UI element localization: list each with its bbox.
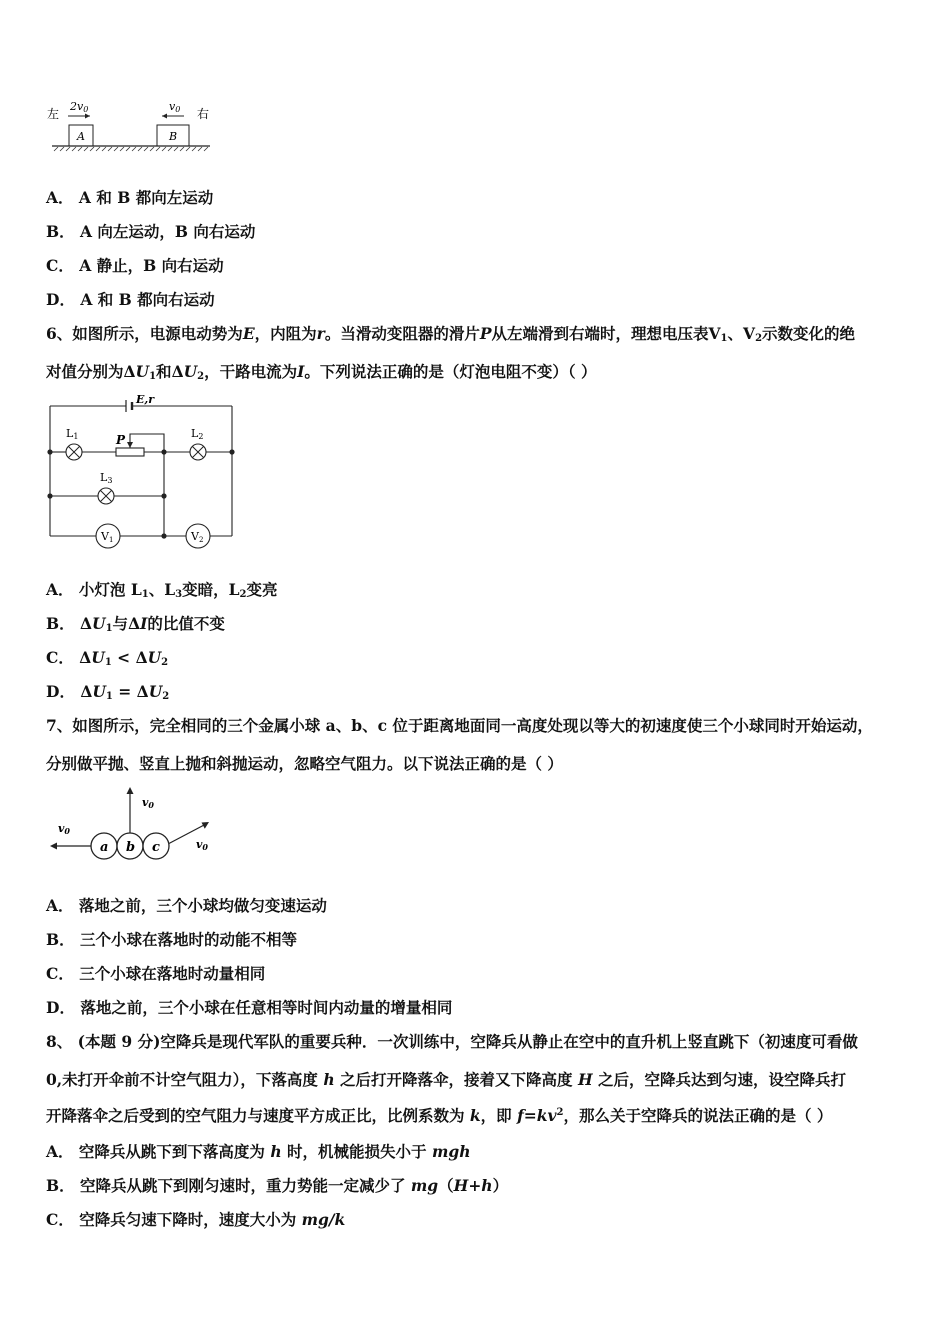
- collision-figure: [44, 98, 214, 158]
- arrow-b-head: [162, 114, 167, 119]
- q6-option-a: A． 小灯泡 $L_1$、$L_3$变暗，$L_2$变亮: [46, 580, 278, 600]
- left-label: 左: [47, 107, 60, 121]
- svg-text:V2: V2: [191, 530, 204, 544]
- q7-stem-line1: 7、如图所示，完全相同的三个金属小球 a、b、c 位于距离地面同一高度处现以等大的初速度使三个小球同时开始运动，: [46, 716, 873, 735]
- ground-hatch: [54, 147, 208, 151]
- q7-stem-line2: 分别做平抛、竖直上抛和斜抛运动，忽略空气阻力。以下说法正确的是（ ）: [46, 754, 563, 773]
- v0-label-b: v0: [142, 796, 154, 810]
- q8-stem-line2: 0,未打开伞前不计空气阻力），下落高度 h 之后打开降落伞，接着又下降高度 H 之后，空降兵达到匀速，设空降兵打: [46, 1070, 847, 1089]
- voltmeter-v1: [96, 524, 120, 548]
- q8-option-b: B． 空降兵从跳下到刚匀速时，重力势能一定减少了 mg（H+h）: [46, 1176, 509, 1195]
- rheostat: [116, 448, 144, 456]
- v0-label-a: v0: [58, 822, 70, 836]
- lamp-l1-label: L1: [66, 427, 79, 441]
- q8-stem-line3: 开降落伞之后受到的空气阻力与速度平方成正比，比例系数为 k，即 $f=kv^2$，那么关于空降兵的说法正确的是（ ）: [46, 1106, 833, 1125]
- q7-option-b: B． 三个小球在落地时的动能不相等: [46, 930, 297, 949]
- q5-option-a: A． A 和 B 都向左运动: [46, 188, 214, 207]
- lamp-l3: [98, 488, 114, 504]
- q7-option-c: C． 三个小球在落地时动量相同: [46, 964, 266, 983]
- block-a-label: A: [77, 130, 85, 143]
- q7-option-a: A． 落地之前，三个小球均做匀变速运动: [46, 896, 327, 915]
- v0-label-c: v0: [196, 838, 208, 852]
- q6-option-b: B． $\Delta U_1$与ΔI的比值不变: [46, 614, 225, 634]
- arrow-a-left-head: [50, 843, 57, 850]
- ball-b-label: b: [126, 840, 136, 855]
- velocity-b-label: v0: [169, 100, 181, 114]
- svg-text:V1: V1: [101, 530, 114, 544]
- slider-tip: [127, 442, 133, 448]
- q5-option-c: C． A 静止，B 向右运动: [46, 256, 224, 275]
- q5-option-d: D． A 和 B 都向右运动: [46, 290, 215, 309]
- lamp-l2-label: L2: [191, 427, 204, 441]
- block-b-label: B: [169, 130, 178, 143]
- emf-label: E,r: [136, 393, 155, 406]
- lamp-l3-label: L3: [100, 471, 113, 485]
- q5-option-b: B． A 向左运动，B 向右运动: [46, 222, 256, 241]
- q6-stem-line1: 6、如图所示，电源电动势为E，内阻为r。当滑动变阻器的滑片P从左端滑到右端时，理想电压表$V_1$、$V_2$示数变化的绝: [46, 324, 856, 344]
- slider-label: P: [116, 433, 126, 447]
- q7-option-d: D． 落地之前，三个小球在任意相等时间内动量的增量相同: [46, 998, 453, 1017]
- ball-c-label: c: [152, 840, 160, 855]
- q6-option-d: D． $\Delta U_1 = \Delta U_2$: [46, 682, 170, 702]
- q6-option-c: C． $\Delta U_1 < \Delta U_2$: [46, 648, 169, 668]
- q8-option-c: C． 空降兵匀速下降时，速度大小为 mg/k: [46, 1210, 346, 1229]
- lamp-l1: [66, 444, 82, 460]
- voltmeter-v2: [186, 524, 210, 548]
- q6-stem-line2: 对值分别为$\Delta U_1$和$\Delta U_2$，干路电流为I。下列说法正确的是（灯泡电阻不变）（ ）: [46, 362, 597, 382]
- lamp-l2: [190, 444, 206, 460]
- arrow-b-up-head: [127, 787, 134, 794]
- q8-stem-line1: 8、 (本题 9 分)空降兵是现代军队的重要兵种．一次训练中，空降兵从静止在空中的直升机上竖直跳下（初速度可看做: [46, 1032, 858, 1051]
- right-label: 右: [197, 107, 210, 121]
- junction-dots: [47, 449, 234, 538]
- velocity-a-label: 2v0: [70, 100, 89, 114]
- ball-a-label: a: [100, 840, 109, 855]
- balls-figure: [44, 782, 224, 872]
- circuit-figure: [44, 392, 244, 552]
- q8-option-a: A． 空降兵从跳下到下落高度为 h 时，机械能损失小于 mgh: [46, 1142, 471, 1161]
- arrow-a-head: [85, 114, 90, 119]
